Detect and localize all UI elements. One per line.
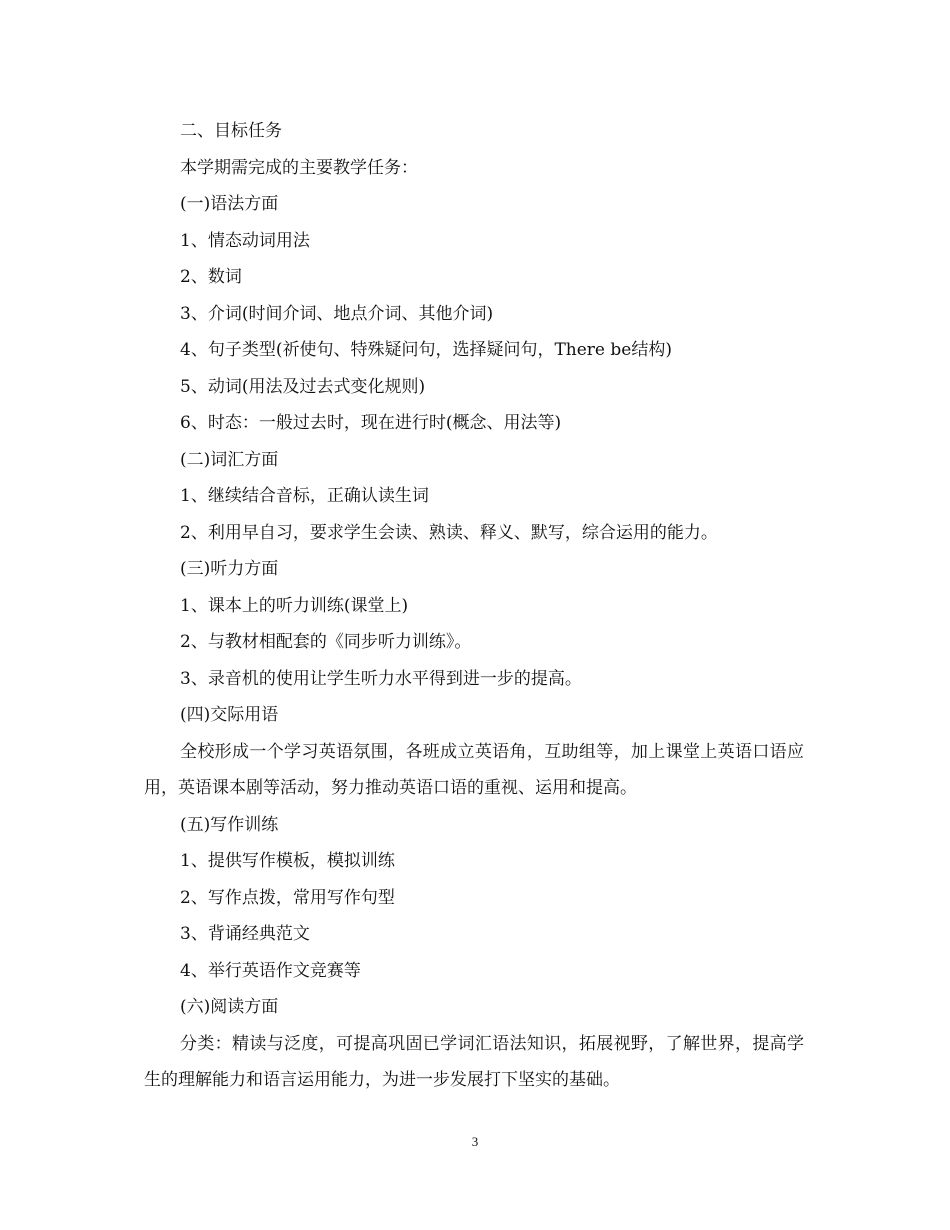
list-item: 1、继续结合音标，正确认读生词	[180, 486, 429, 506]
subsection-heading-vocabulary: (二)词汇方面	[180, 449, 279, 470]
list-item: 4、举行英语作文竞赛等	[180, 960, 361, 981]
list-item: 2、数词	[180, 267, 242, 287]
list-item: 1、提供写作模板，模拟训练	[180, 851, 395, 871]
list-item: 2、写作点拨，常用写作句型	[180, 887, 395, 908]
list-item: 4、句子类型(祈使句、特殊疑问句，选择疑问句，There be结构)	[180, 340, 672, 360]
subsection-heading-communication: (四)交际用语	[180, 705, 279, 725]
list-item: 5、动词(用法及过去式变化规则)	[180, 376, 426, 397]
list-item: 1、课本上的听力训练(课堂上)	[180, 595, 409, 616]
list-item: 6、时态：一般过去时，现在进行时(概念、用法等)	[180, 413, 562, 433]
subsection-heading-listening: (三)听力方面	[180, 559, 279, 579]
list-item: 2、与教材相配套的《同步听力训练》。	[180, 632, 472, 652]
text-line: 本学期需完成的主要教学任务：	[180, 157, 418, 178]
section-heading-goals: 二、目标任务	[180, 121, 282, 141]
list-item: 1、情态动词用法	[180, 230, 310, 251]
list-item: 2、利用早自习，要求学生会读、熟读、释义、默写，综合运用的能力。	[180, 522, 718, 543]
paragraph-communication: 全校形成一个学习英语氛围，各班成立英语角，互助组等，加上课堂上英语口语应用，英语课本剧等活动，努力推动英语口语的重视、运用和提高。	[144, 741, 804, 798]
subsection-heading-writing: (五)写作训练	[180, 814, 279, 835]
subsection-heading-grammar: (一)语法方面	[180, 194, 279, 214]
paragraph-reading: 分类：精读与泛度，可提高巩固已学词汇语法知识，拓展视野，了解世界，提高学生的理解能力和语言运用能力，为进一步发展打下坚实的基础。	[144, 1033, 804, 1090]
list-item: 3、录音机的使用让学生听力水平得到进一步的提高。	[180, 668, 582, 689]
page-number: 3	[471, 1134, 479, 1149]
list-item: 3、背诵经典范文	[180, 924, 310, 944]
list-item: 3、介词(时间介词、地点介词、其他介词)	[180, 303, 494, 324]
subsection-heading-reading: (六)阅读方面	[180, 997, 279, 1017]
document-body	[144, 113, 804, 1099]
